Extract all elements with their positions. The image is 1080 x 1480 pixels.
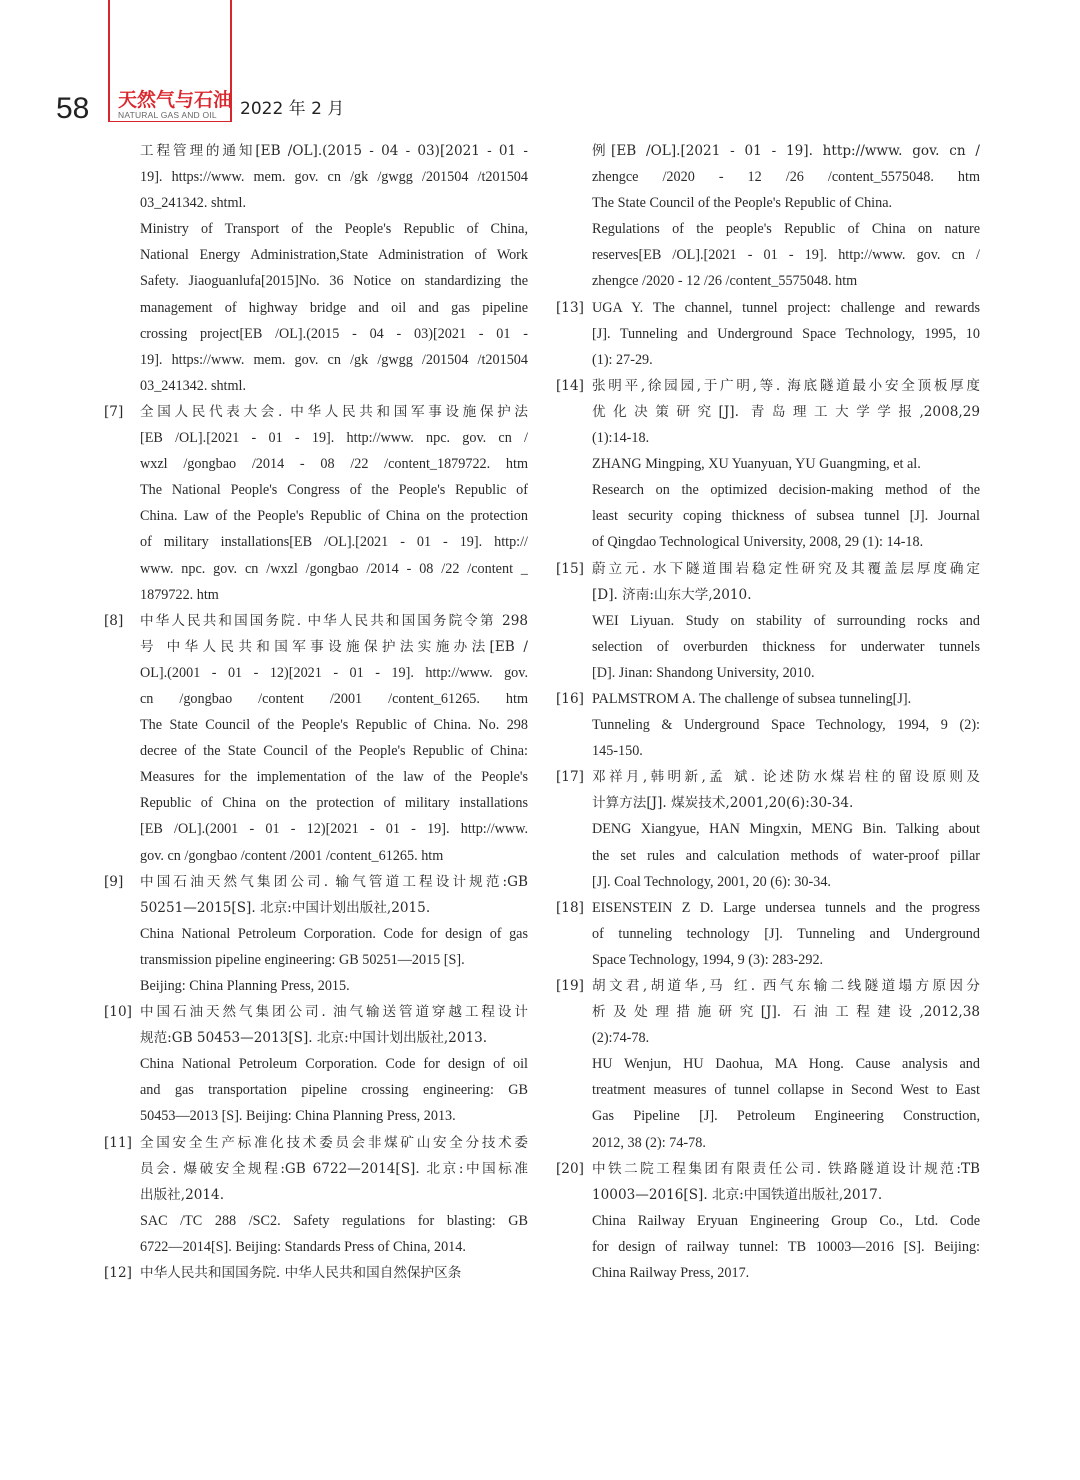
reference-number: [9] <box>104 873 124 890</box>
reference-line: China National Petroleum Corporation. Code for design of gas <box>140 925 528 942</box>
reference-continuation <box>556 138 980 295</box>
reference-line: 50251—2015[S]. 北京:中国计划出版社,2015. <box>140 899 431 916</box>
reference-line: 例[EB /OL].[2021 - 01 - 19]. http://www. gov. cn / <box>592 143 980 159</box>
reference-line: The State Council of the People's Republic of China. <box>592 195 893 212</box>
reference-line: Measures for the implementation of the law of the People's <box>140 769 528 786</box>
reference-line: 中铁二院工程集团有限责任公司. 铁路隧道设计规范:TB <box>592 1160 980 1177</box>
reference-line: selection of overburden thickness for underwater tunnels <box>592 638 980 655</box>
header-rule-horizontal <box>108 121 232 122</box>
reference-number: [11] <box>104 1134 132 1151</box>
reference-line: the set rules and calculation methods of water-proof pillar <box>592 847 980 864</box>
reference-number: [14] <box>556 377 584 394</box>
reference-item <box>556 895 980 973</box>
reference-line: 19]. https://www. mem. gov. cn /gk /gwgg /201504 /t201504 <box>140 351 528 368</box>
reference-line: (1): 27-29. <box>592 351 653 368</box>
references-left-column <box>104 138 528 1286</box>
reference-number: [7] <box>104 403 124 420</box>
reference-line: China National Petroleum Corporation. Code for design of oil <box>140 1056 528 1073</box>
reference-line: zhengce /2020 - 12 /26 /content_5575048. htm <box>592 273 858 290</box>
reference-line: transmission pipeline engineering: GB 50251—2015 [S]. <box>140 951 465 968</box>
reference-line: and gas transportation pipeline crossing engineering: GB <box>140 1082 528 1099</box>
reference-line: [D]. Jinan: Shandong University, 2010. <box>592 664 815 681</box>
reference-line: crossing project[EB /OL].(2015 - 04 - 03)[2021 - 01 - <box>140 325 528 342</box>
issue-date: 2022 年 2 月 <box>240 99 345 119</box>
reference-item <box>556 373 980 556</box>
reference-line: 全国人民代表大会. 中华人民共和国军事设施保护法 <box>140 403 528 420</box>
reference-line: WEI Liyuan. Study on stability of surrounding rocks and <box>592 612 980 629</box>
reference-line: SAC /TC 288 /SC2. Safety regulations for blasting: GB <box>140 1212 528 1229</box>
reference-line: of Qingdao Technological University, 2008, 29 (1): 14-18. <box>592 534 924 551</box>
reference-line: The State Council of the People's Republic of China. No. 298 <box>140 717 528 734</box>
reference-line: Space Technology, 1994, 9 (3): 283-292. <box>592 951 824 968</box>
reference-line: 6722—2014[S]. Beijing: Standards Press of China, 2014. <box>140 1238 466 1255</box>
reference-line: Research on the optimized decision-making method of the <box>592 482 980 499</box>
reference-line: 规范:GB 50453—2013[S]. 北京:中国计划出版社,2013. <box>140 1030 488 1047</box>
reference-line: of military installations[EB /OL].[2021 - 01 - 19]. http:// <box>140 534 528 551</box>
reference-item <box>104 869 528 999</box>
reference-number: [17] <box>556 769 584 786</box>
reference-line: zhengce /2020 - 12 /26 /content_5575048. htm <box>592 169 980 186</box>
reference-line: National Energy Administration,State Administration of Work <box>140 247 528 264</box>
reference-item <box>556 973 980 1156</box>
header-rule-vertical-left <box>108 0 110 122</box>
reference-line: (2):74-78. <box>592 1030 650 1047</box>
reference-line: OL].(2001 - 01 - 12)[2021 - 01 - 19]. http://www. gov. <box>140 664 528 681</box>
reference-line: 计算方法[J]. 煤炭技术,2001,20(6):30-34. <box>592 795 854 812</box>
reference-line: ZHANG Mingping, XU Yuanyuan, YU Guangming, et al. <box>592 456 921 473</box>
reference-line: 胡文君,胡道华,马 红. 西气东输二线隧道塌方原因分 <box>592 978 980 994</box>
reference-line: Republic of China on the protection of military installations <box>140 795 528 812</box>
journal-title-en: NATURAL GAS AND OIL <box>118 110 217 120</box>
reference-line: China Railway Press, 2017. <box>592 1265 750 1282</box>
reference-line: 1879722. htm <box>140 586 219 603</box>
reference-line: China Railway Eryuan Engineering Group Co., Ltd. Code <box>592 1212 980 1229</box>
reference-line: 中华人民共和国国务院. 中华人民共和国自然保护区条 <box>140 1265 462 1282</box>
reference-line: China. Law of the People's Republic of China on the protection <box>140 508 528 525</box>
reference-line: wxzl /gongbao /2014 - 08 /22 /content_1879722. htm <box>140 456 528 473</box>
reference-line: 析及处理措施研究[J]. 石油工程建设,2012,38 <box>592 1004 980 1021</box>
reference-line: DENG Xiangyue, HAN Mingxin, MENG Bin. Talking about <box>592 821 980 838</box>
reference-line: Ministry of Transport of the People's Republic of China, <box>140 221 528 238</box>
reference-line: least security coping thickness of subsea tunnel [J]. Journal <box>592 508 980 525</box>
reference-line: treatment measures of tunnel collapse in Second West to East <box>592 1082 980 1099</box>
reference-line: [D]. 济南:山东大学,2010. <box>592 586 752 603</box>
reference-line: Tunneling & Underground Space Technology, 1994, 9 (2): <box>592 717 980 734</box>
reference-number: [20] <box>556 1160 584 1177</box>
reference-line: reserves[EB /OL].[2021 - 01 - 19]. http://www. gov. cn / <box>592 247 980 264</box>
reference-line: 145-150. <box>592 743 643 760</box>
reference-line: decree of the State Council of the People's Republic of China: <box>140 743 528 760</box>
reference-line: 10003—2016[S]. 北京:中国铁道出版社,2017. <box>592 1186 883 1203</box>
journal-title-cn: 天然气与石油 <box>118 89 233 111</box>
reference-line: UGA Y. The channel, tunnel project: challenge and rewards <box>592 299 980 316</box>
reference-item <box>556 295 980 373</box>
reference-item <box>104 999 528 1129</box>
reference-number: [10] <box>104 1004 132 1021</box>
reference-number: [12] <box>104 1265 132 1282</box>
reference-line: 优化决策研究[J]. 青岛理工大学学报,2008,29 <box>592 403 980 420</box>
reference-line: Safety. Jiaoguanlufa[2015]No. 36 Notice on standardizing the <box>140 273 528 290</box>
reference-line: 03_241342. shtml. <box>140 377 247 394</box>
reference-number: [15] <box>556 560 584 577</box>
reference-line: 张明平,徐园园,于广明,等. 海底隧道最小安全顶板厚度 <box>592 377 980 394</box>
reference-item <box>104 1130 528 1260</box>
reference-line: gov. cn /gongbao /content /2001 /content_61265. htm <box>140 847 444 864</box>
reference-line: 中华人民共和国国务院. 中华人民共和国国务院令第 298 <box>140 612 528 629</box>
reference-line: 员会. 爆破安全规程:GB 6722—2014[S]. 北京:中国标准 <box>140 1160 528 1177</box>
reference-item <box>556 1156 980 1286</box>
reference-line: 工程管理的通知[EB /OL].(2015 - 04 - 03)[2021 - 01 - <box>140 143 528 159</box>
reference-line: www. npc. gov. cn /wxzl /gongbao /2014 - 08 /22 /content _ <box>140 560 528 577</box>
reference-line: 中国石油天然气集团公司. 油气输送管道穿越工程设计 <box>140 1004 528 1021</box>
reference-item <box>104 1260 528 1286</box>
reference-item <box>556 556 980 686</box>
reference-line: 邓祥月,韩明新,孟 斌. 论述防水煤岩柱的留设原则及 <box>592 769 980 786</box>
reference-line: [EB /OL].[2021 - 01 - 19]. http://www. npc. gov. cn / <box>140 430 528 447</box>
reference-line: [J]. Tunneling and Underground Space Technology, 1995, 10 <box>592 325 980 342</box>
reference-line: [EB /OL].(2001 - 01 - 12)[2021 - 01 - 19]. http://www. <box>140 821 528 838</box>
reference-line: 出版社,2014. <box>140 1186 225 1203</box>
reference-line: HU Wenjun, HU Daohua, MA Hong. Cause analysis and <box>592 1056 980 1073</box>
reference-line: management of highway bridge and oil and gas pipeline <box>140 299 528 316</box>
reference-line: PALMSTROM A. The challenge of subsea tunneling[J]. <box>592 690 912 707</box>
reference-line: Beijing: China Planning Press, 2015. <box>140 978 350 994</box>
reference-number: [16] <box>556 690 584 707</box>
reference-number: [13] <box>556 299 584 316</box>
reference-line: EISENSTEIN Z D. Large undersea tunnels and the progress <box>592 899 980 916</box>
reference-line: 蔚立元. 水下隧道围岩稳定性研究及其覆盖层厚度确定 <box>592 560 980 577</box>
reference-line: The National People's Congress of the People's Republic of <box>140 482 528 499</box>
reference-line: for design of railway tunnel: TB 10003—2016 [S]. Beijing: <box>592 1238 980 1255</box>
reference-line: 19]. https://www. mem. gov. cn /gk /gwgg /201504 /t201504 <box>140 169 528 186</box>
reference-line: of tunneling technology [J]. Tunneling and Underground <box>592 925 980 942</box>
reference-line: [J]. Coal Technology, 2001, 20 (6): 30-34. <box>592 873 831 890</box>
page-number: 58 <box>56 92 90 125</box>
reference-item <box>556 686 980 764</box>
reference-line: Gas Pipeline [J]. Petroleum Engineering Construction, <box>592 1108 980 1125</box>
reference-line: (1):14-18. <box>592 430 650 447</box>
reference-line: cn /gongbao /content /2001 /content_61265. htm <box>140 690 528 707</box>
reference-line: 号 中华人民共和国军事设施保护法实施办法[EB / <box>140 638 528 655</box>
reference-line: 03_241342. shtml. <box>140 195 247 212</box>
reference-number: [19] <box>556 978 584 994</box>
reference-line: Regulations of the people's Republic of China on nature <box>592 221 980 238</box>
reference-line: 2012, 38 (2): 74-78. <box>592 1134 706 1151</box>
reference-continuation <box>104 138 528 399</box>
reference-number: [18] <box>556 899 584 916</box>
reference-item <box>104 608 528 869</box>
reference-line: 50453—2013 [S]. Beijing: China Planning Press, 2013. <box>140 1108 456 1125</box>
references-right-column <box>556 138 980 1286</box>
reference-line: 全国安全生产标准化技术委员会非煤矿山安全分技术委 <box>140 1134 528 1151</box>
reference-item <box>556 764 980 894</box>
reference-number: [8] <box>104 612 124 629</box>
reference-item <box>104 399 528 608</box>
reference-line: 中国石油天然气集团公司. 输气管道工程设计规范:GB <box>140 873 528 890</box>
